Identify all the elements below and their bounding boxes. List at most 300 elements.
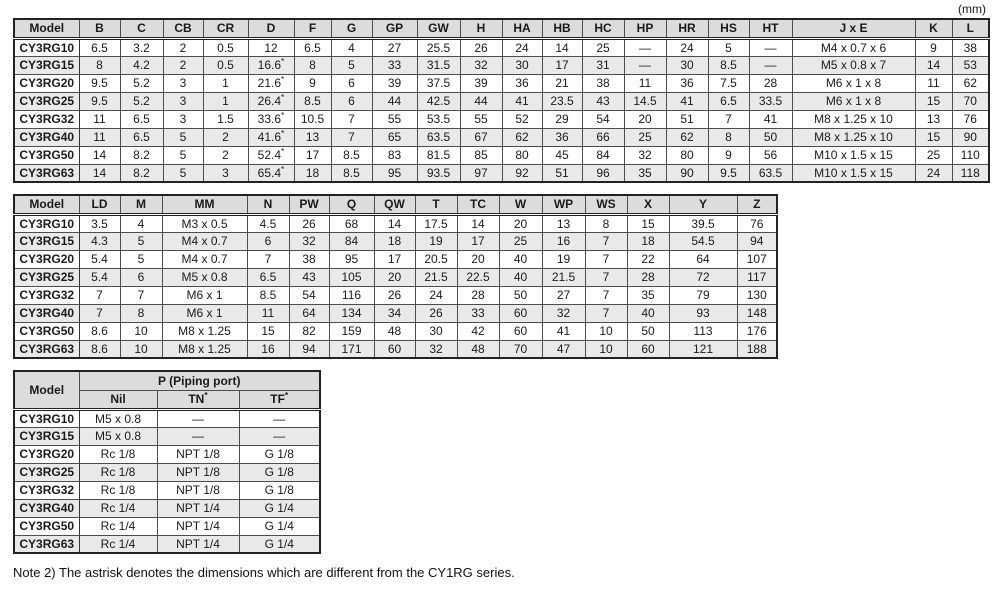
value-cell: 7 <box>120 286 162 304</box>
column-header: LD <box>79 195 120 214</box>
value-cell: 2 <box>203 146 248 164</box>
value-cell: 84 <box>582 146 624 164</box>
value-cell: 0.5 <box>203 56 248 74</box>
value-cell: 11 <box>247 304 289 322</box>
value-cell: 24 <box>915 164 952 182</box>
asterisk-marker: * <box>281 164 285 174</box>
value-cell: 50 <box>627 322 669 340</box>
value-cell: M5 x 0.8 <box>79 427 157 445</box>
value-cell: 12 <box>248 38 294 56</box>
column-header: PW <box>289 195 329 214</box>
value-cell: G 1/4 <box>239 535 320 553</box>
value-cell: 6 <box>331 92 372 110</box>
value-cell: 40 <box>499 268 542 286</box>
value-cell: 7 <box>331 128 372 146</box>
model-cell: CY3RG15 <box>14 427 79 445</box>
value-cell: 17 <box>374 250 415 268</box>
value-cell: NPT 1/8 <box>157 463 239 481</box>
value-cell: 31 <box>582 56 624 74</box>
value-cell: 43 <box>289 268 329 286</box>
value-cell: 17 <box>542 56 582 74</box>
value-cell: 33.5 <box>749 92 792 110</box>
value-cell: 60 <box>499 322 542 340</box>
dimension-table-main <box>13 18 990 183</box>
column-header: Model <box>14 195 79 214</box>
table-row <box>14 463 320 481</box>
value-cell: 118 <box>952 164 989 182</box>
value-cell: 8.2 <box>120 146 163 164</box>
value-cell: 41.6* <box>248 128 294 146</box>
value-cell: 65.4* <box>248 164 294 182</box>
table-row <box>14 74 989 92</box>
value-cell: M4 x 0.7 <box>162 232 247 250</box>
value-cell: 7 <box>331 110 372 128</box>
value-cell: 28 <box>457 286 499 304</box>
value-cell: M3 x 0.5 <box>162 214 247 232</box>
value-cell: 25 <box>582 38 624 56</box>
value-cell: 1.5 <box>203 110 248 128</box>
column-header: L <box>952 19 989 38</box>
value-cell: 95 <box>372 164 417 182</box>
model-cell: CY3RG40 <box>14 499 79 517</box>
value-cell: 7 <box>585 268 627 286</box>
value-cell: 22 <box>627 250 669 268</box>
value-cell: 188 <box>737 340 777 358</box>
value-cell: G 1/8 <box>239 481 320 499</box>
value-cell: 29 <box>542 110 582 128</box>
column-header: HS <box>708 19 749 38</box>
table-row <box>14 499 320 517</box>
value-cell: 85 <box>460 146 502 164</box>
model-cell: CY3RG20 <box>14 250 79 268</box>
value-cell: 30 <box>502 56 542 74</box>
column-header: CR <box>203 19 248 38</box>
model-cell: CY3RG50 <box>14 517 79 535</box>
value-cell: 5 <box>163 128 203 146</box>
column-header-nil: Nil <box>79 390 157 409</box>
value-cell: 23.5 <box>542 92 582 110</box>
value-cell: 13 <box>915 110 952 128</box>
column-header: H <box>460 19 502 38</box>
value-cell: 55 <box>460 110 502 128</box>
value-cell: NPT 1/4 <box>157 535 239 553</box>
value-cell: 96 <box>582 164 624 182</box>
value-cell: 40 <box>499 250 542 268</box>
value-cell: NPT 1/8 <box>157 481 239 499</box>
value-cell: 14 <box>542 38 582 56</box>
table-row <box>14 286 777 304</box>
header-row <box>14 19 989 38</box>
value-cell: 51 <box>542 164 582 182</box>
value-cell: 6.5 <box>120 128 163 146</box>
table-row <box>14 232 777 250</box>
value-cell: 44 <box>372 92 417 110</box>
value-cell: NPT 1/4 <box>157 517 239 535</box>
value-cell: 52.4* <box>248 146 294 164</box>
value-cell: 42 <box>457 322 499 340</box>
column-header: HP <box>624 19 666 38</box>
value-cell: 9 <box>915 38 952 56</box>
table-row <box>14 409 320 427</box>
column-header: HR <box>666 19 708 38</box>
value-cell: 48 <box>457 340 499 358</box>
value-cell: M6 x 1 <box>162 286 247 304</box>
value-cell: 11 <box>79 110 120 128</box>
value-cell: 15 <box>627 214 669 232</box>
value-cell: 1 <box>203 74 248 92</box>
table-row <box>14 38 989 56</box>
value-cell: 38 <box>289 250 329 268</box>
value-cell: 32 <box>415 340 457 358</box>
value-cell: NPT 1/8 <box>157 445 239 463</box>
value-cell: 6.5 <box>120 110 163 128</box>
value-cell: 80 <box>502 146 542 164</box>
column-header: HC <box>582 19 624 38</box>
model-cell: CY3RG63 <box>14 535 79 553</box>
model-cell: CY3RG25 <box>14 268 79 286</box>
value-cell: 14 <box>457 214 499 232</box>
column-header: Q <box>329 195 374 214</box>
value-cell: 62 <box>502 128 542 146</box>
value-cell: 8 <box>120 304 162 322</box>
value-cell: 68 <box>329 214 374 232</box>
value-cell: 24 <box>415 286 457 304</box>
value-cell: 1 <box>203 92 248 110</box>
value-cell: 11 <box>915 74 952 92</box>
value-cell: 95 <box>329 250 374 268</box>
value-cell: 15 <box>247 322 289 340</box>
value-cell: 35 <box>627 286 669 304</box>
value-cell: 39 <box>372 74 417 92</box>
value-cell: 50 <box>749 128 792 146</box>
value-cell: 7 <box>585 232 627 250</box>
value-cell: 56 <box>749 146 792 164</box>
value-cell: 54 <box>289 286 329 304</box>
value-cell: 20 <box>374 268 415 286</box>
value-cell: 134 <box>329 304 374 322</box>
value-cell: 21.5 <box>415 268 457 286</box>
column-header: M <box>120 195 162 214</box>
value-cell: 70 <box>499 340 542 358</box>
value-cell: 30 <box>415 322 457 340</box>
value-cell: 5 <box>163 146 203 164</box>
column-header-tf: TF* <box>239 390 320 409</box>
table-row <box>14 535 320 553</box>
value-cell: 39.5 <box>669 214 737 232</box>
model-cell: CY3RG63 <box>14 340 79 358</box>
column-header: D <box>248 19 294 38</box>
model-cell: CY3RG15 <box>14 232 79 250</box>
value-cell: 31.5 <box>417 56 460 74</box>
value-cell: 79 <box>669 286 737 304</box>
table-row <box>14 250 777 268</box>
value-cell: 9 <box>708 146 749 164</box>
value-cell: Rc 1/4 <box>79 499 157 517</box>
value-cell: 20 <box>457 250 499 268</box>
value-cell: 45 <box>542 146 582 164</box>
value-cell: G 1/8 <box>239 445 320 463</box>
value-cell: 6 <box>331 74 372 92</box>
column-header: F <box>294 19 331 38</box>
value-cell: — <box>157 427 239 445</box>
value-cell: Rc 1/8 <box>79 445 157 463</box>
value-cell: 26 <box>415 304 457 322</box>
value-cell: 67 <box>460 128 502 146</box>
value-cell: 17 <box>294 146 331 164</box>
column-header: Y <box>669 195 737 214</box>
value-cell: 62 <box>666 128 708 146</box>
value-cell: 62 <box>952 74 989 92</box>
value-cell: Rc 1/8 <box>79 481 157 499</box>
value-cell: 51 <box>666 110 708 128</box>
value-cell: 148 <box>737 304 777 322</box>
value-cell: 93 <box>669 304 737 322</box>
value-cell: 9.5 <box>79 74 120 92</box>
value-cell: M6 x 1 x 8 <box>792 92 915 110</box>
value-cell: 8 <box>294 56 331 74</box>
value-cell: 176 <box>737 322 777 340</box>
value-cell: 2 <box>203 128 248 146</box>
value-cell: 53 <box>952 56 989 74</box>
value-cell: 39 <box>460 74 502 92</box>
model-cell: CY3RG10 <box>14 409 79 427</box>
value-cell: 7 <box>79 286 120 304</box>
value-cell: M8 x 1.25 x 10 <box>792 128 915 146</box>
value-cell: 6.5 <box>708 92 749 110</box>
value-cell: 8.5 <box>331 164 372 182</box>
table-row <box>14 146 989 164</box>
value-cell: 107 <box>737 250 777 268</box>
value-cell: 40 <box>627 304 669 322</box>
value-cell: 110 <box>952 146 989 164</box>
table-row <box>14 340 777 358</box>
value-cell: 90 <box>952 128 989 146</box>
asterisk-marker: * <box>281 110 285 120</box>
value-cell: 113 <box>669 322 737 340</box>
value-cell: Rc 1/4 <box>79 517 157 535</box>
value-cell: 63.5 <box>749 164 792 182</box>
value-cell: 18 <box>627 232 669 250</box>
value-cell: 2 <box>163 56 203 74</box>
value-cell: 8.5 <box>708 56 749 74</box>
table-row <box>14 427 320 445</box>
value-cell: M8 x 1.25 x 10 <box>792 110 915 128</box>
value-cell: 4 <box>331 38 372 56</box>
value-cell: 8.5 <box>331 146 372 164</box>
value-cell: 13 <box>542 214 585 232</box>
column-header: X <box>627 195 669 214</box>
value-cell: NPT 1/4 <box>157 499 239 517</box>
value-cell: 10 <box>120 322 162 340</box>
column-header: TC <box>457 195 499 214</box>
unit-label: (mm) <box>958 2 986 16</box>
value-cell: 21.5 <box>542 268 585 286</box>
value-cell: 0.5 <box>203 38 248 56</box>
value-cell: 19 <box>415 232 457 250</box>
column-header-piping-port-group: P (Piping port) <box>79 371 320 390</box>
value-cell: 33 <box>457 304 499 322</box>
value-cell: 14 <box>915 56 952 74</box>
value-cell: 64 <box>289 304 329 322</box>
value-cell: 105 <box>329 268 374 286</box>
value-cell: 22.5 <box>457 268 499 286</box>
value-cell: 3 <box>163 110 203 128</box>
model-cell: CY3RG32 <box>14 286 79 304</box>
column-header: G <box>331 19 372 38</box>
value-cell: 63.5 <box>417 128 460 146</box>
value-cell: M8 x 1.25 <box>162 340 247 358</box>
value-cell: — <box>239 427 320 445</box>
value-cell: 7 <box>585 250 627 268</box>
value-cell: 25.5 <box>417 38 460 56</box>
value-cell: 6 <box>120 268 162 286</box>
column-header: B <box>79 19 120 38</box>
value-cell: 14 <box>374 214 415 232</box>
value-cell: 14 <box>79 164 120 182</box>
value-cell: 32 <box>542 304 585 322</box>
model-cell: CY3RG40 <box>14 128 79 146</box>
value-cell: — <box>749 38 792 56</box>
value-cell: 130 <box>737 286 777 304</box>
model-cell: CY3RG32 <box>14 481 79 499</box>
value-cell: M5 x 0.8 x 7 <box>792 56 915 74</box>
value-cell: 14 <box>79 146 120 164</box>
value-cell: 34 <box>374 304 415 322</box>
value-cell: 159 <box>329 322 374 340</box>
value-cell: 6.5 <box>247 268 289 286</box>
value-cell: 8.2 <box>120 164 163 182</box>
value-cell: 26 <box>289 214 329 232</box>
value-cell: 20 <box>499 214 542 232</box>
table-row <box>14 56 989 74</box>
column-header: MM <box>162 195 247 214</box>
value-cell: 5 <box>708 38 749 56</box>
value-cell: 6 <box>247 232 289 250</box>
table-row <box>14 304 777 322</box>
model-cell: CY3RG10 <box>14 38 79 56</box>
value-cell: 10.5 <box>294 110 331 128</box>
value-cell: 65 <box>372 128 417 146</box>
value-cell: 26.4* <box>248 92 294 110</box>
value-cell: 41 <box>666 92 708 110</box>
value-cell: 26 <box>460 38 502 56</box>
value-cell: 11 <box>79 128 120 146</box>
value-cell: 28 <box>749 74 792 92</box>
column-header: GW <box>417 19 460 38</box>
value-cell: 9 <box>294 74 331 92</box>
column-header: Model <box>14 19 79 38</box>
value-cell: 41 <box>542 322 585 340</box>
value-cell: M4 x 0.7 <box>162 250 247 268</box>
value-cell: 7.5 <box>708 74 749 92</box>
column-header: K <box>915 19 952 38</box>
value-cell: 10 <box>585 340 627 358</box>
value-cell: 5 <box>120 250 162 268</box>
table-row <box>14 268 777 286</box>
header-row <box>14 195 777 214</box>
value-cell: 21 <box>542 74 582 92</box>
value-cell: 17 <box>457 232 499 250</box>
value-cell: 94 <box>737 232 777 250</box>
value-cell: 35 <box>624 164 666 182</box>
value-cell: 6.5 <box>79 38 120 56</box>
value-cell: 43 <box>582 92 624 110</box>
value-cell: 10 <box>120 340 162 358</box>
value-cell: 5.2 <box>120 92 163 110</box>
model-cell: CY3RG40 <box>14 304 79 322</box>
value-cell: 8 <box>708 128 749 146</box>
value-cell: 60 <box>499 304 542 322</box>
model-cell: CY3RG25 <box>14 92 79 110</box>
dimension-table-secondary <box>13 194 778 359</box>
value-cell: M10 x 1.5 x 15 <box>792 164 915 182</box>
value-cell: 4 <box>120 214 162 232</box>
column-header: C <box>120 19 163 38</box>
value-cell: 76 <box>952 110 989 128</box>
value-cell: 3.2 <box>120 38 163 56</box>
column-header: QW <box>374 195 415 214</box>
value-cell: 5 <box>163 164 203 182</box>
value-cell: 7 <box>247 250 289 268</box>
value-cell: 3 <box>163 92 203 110</box>
value-cell: 80 <box>666 146 708 164</box>
model-cell: CY3RG20 <box>14 445 79 463</box>
value-cell: 2 <box>163 38 203 56</box>
column-header: WP <box>542 195 585 214</box>
value-cell: 25 <box>624 128 666 146</box>
value-cell: 7 <box>708 110 749 128</box>
value-cell: 5.4 <box>79 268 120 286</box>
value-cell: 36 <box>502 74 542 92</box>
value-cell: 84 <box>329 232 374 250</box>
value-cell: 9.5 <box>708 164 749 182</box>
value-cell: 48 <box>374 322 415 340</box>
table-row <box>14 445 320 463</box>
value-cell: 33 <box>372 56 417 74</box>
value-cell: — <box>749 56 792 74</box>
value-cell: 92 <box>502 164 542 182</box>
value-cell: 121 <box>669 340 737 358</box>
value-cell: 47 <box>542 340 585 358</box>
value-cell: 171 <box>329 340 374 358</box>
value-cell: Rc 1/4 <box>79 535 157 553</box>
column-header: N <box>247 195 289 214</box>
value-cell: 50 <box>499 286 542 304</box>
value-cell: 16.6* <box>248 56 294 74</box>
value-cell: 19 <box>542 250 585 268</box>
model-cell: CY3RG15 <box>14 56 79 74</box>
column-header: Z <box>737 195 777 214</box>
value-cell: M6 x 1 <box>162 304 247 322</box>
value-cell: M5 x 0.8 <box>162 268 247 286</box>
column-header-model: Model <box>14 371 79 409</box>
value-cell: 24 <box>666 38 708 56</box>
table-row <box>14 128 989 146</box>
value-cell: 41 <box>749 110 792 128</box>
value-cell: 4.2 <box>120 56 163 74</box>
column-header: HB <box>542 19 582 38</box>
table-row <box>14 214 777 232</box>
column-header: CB <box>163 19 203 38</box>
value-cell: 3 <box>203 164 248 182</box>
asterisk-marker: * <box>281 56 285 66</box>
table-row <box>14 481 320 499</box>
value-cell: 24 <box>502 38 542 56</box>
value-cell: 60 <box>627 340 669 358</box>
value-cell: — <box>624 38 666 56</box>
value-cell: G 1/4 <box>239 517 320 535</box>
value-cell: 41 <box>502 92 542 110</box>
